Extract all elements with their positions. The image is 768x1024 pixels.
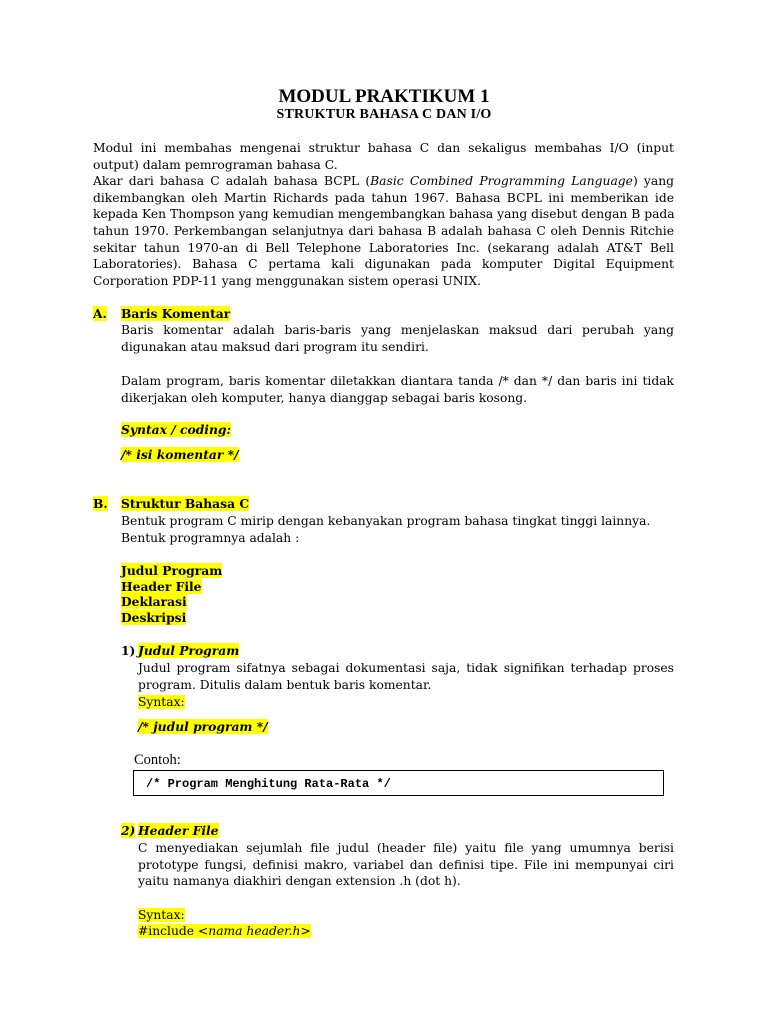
sub2-syntax-label: Syntax: [138,908,185,922]
intro-line: tahun 1970. Perkembangan selanjutnya dari bahasa B adalah bahasa C oleh Dennis Ritchie [93,223,674,238]
page-subtitle: STRUKTUR BAHASA C DAN I/O [276,107,492,122]
intro-bcpl-italic: Basic Combined Programming Language [370,174,633,189]
section-a-p2-line: Dalam program, baris komentar diletakkan diantara tanda /* dan */ dan baris ini tidak [121,374,674,388]
intro-paragraph [93,140,674,289]
intro-line: Modul ini membahas mengenai struktur bahasa C dan sekaligus membahas I/O (input [93,141,674,155]
sub1-number: 1) [121,643,136,658]
intro-line: sekitar tahun 1970-an di Bell Telephone Laboratories Inc. (sekarang adalah AT&T Bell [93,240,674,255]
program-parts-list [121,563,222,625]
sub1-text-line: program. Ditulis dalam bentuk baris komentar. [138,677,432,692]
intro-line: Corporation PDP-11 yang menggunakan sistem operasi UNIX. [93,273,481,288]
sub2-text [138,840,674,890]
intro-line: dikembangkan oleh Martin Richards pada tahun 1967. Bahasa BCPL ini memberikan ide [93,190,674,205]
program-part-item: Deklarasi [121,594,187,610]
program-part-item: Deskripsi [121,609,187,625]
section-b-p1-line: Bentuk programnya adalah : [121,531,300,545]
intro-bcpl-post: ) yang [632,174,674,189]
section-a-p1-line: digunakan atau maksud dari program itu sendiri. [121,339,429,354]
sub2-heading: Header File [138,823,219,838]
sub1-syntax-code: /* judul program */ [138,719,268,734]
sub1-text-line: Judul program sifatnya sebagai dokumentasi saja, tidak signifikan terhadap proses [138,661,674,675]
section-a-p2 [121,373,674,406]
section-a-p2-line: dikerjakan oleh komputer, hanya dianggap sebagai baris kosong. [121,390,528,405]
sub2-number: 2) [121,823,136,838]
intro-line-bcpl [93,173,674,190]
section-a-syntax-code: /* isi komentar */ [121,447,239,462]
section-a-letter: A. [93,306,107,321]
code-example-box: /* Program Menghitung Rata-Rata */ [133,770,664,796]
include-argument: <nama header.h> [197,924,311,938]
section-a-p1-line: Baris komentar adalah baris-baris yang menjelaskan maksud dari perubah yang [121,323,674,337]
sub2-text-line: prototype fungsi, definisi makro, variabel dan definisi tipe. File ini mempunyai ciri [138,857,674,872]
program-part-item: Judul Program [121,563,223,578]
section-b-heading: Struktur Bahasa C [121,496,250,511]
section-b-letter: B. [93,496,108,511]
sub1-syntax-label: Syntax: [138,695,185,709]
section-a-heading: Baris Komentar [121,306,231,321]
intro-line: output) dalam pemrograman bahasa C. [93,157,338,172]
intro-line: Laboratories). Bahasa C pertama kali digunakan pada komputer Digital Equipment [93,257,674,272]
intro-bcpl-pre: Akar dari bahasa C adalah bahasa BCPL ( [93,174,371,189]
page-title: MODUL PRAKTIKUM 1 [278,86,490,107]
section-b-p1-line: Bentuk program C mirip dengan kebanyakan program bahasa tingkat tinggi lainnya. [121,514,651,528]
section-a-p1 [121,322,674,355]
include-directive: #include [138,924,198,938]
sub2-text-line: C menyediakan sejumlah file judul (header file) yaitu file yang umumnya berisi [138,841,674,855]
contoh-label: Contoh: [134,752,181,768]
intro-line: kepada Ken Thompson yang kemudian mengembangkan bahasa yang disebut dengan B pada [93,207,675,222]
program-part-item: Header File [121,578,202,594]
sub1-heading: Judul Program [138,643,240,658]
sub2-include-line [138,923,311,940]
section-a-syntax-label: Syntax / coding: [121,422,232,437]
sub1-text [138,660,674,693]
sub2-text-line: yaitu namanya diakhiri dengan extension .h (dot h). [138,874,461,889]
